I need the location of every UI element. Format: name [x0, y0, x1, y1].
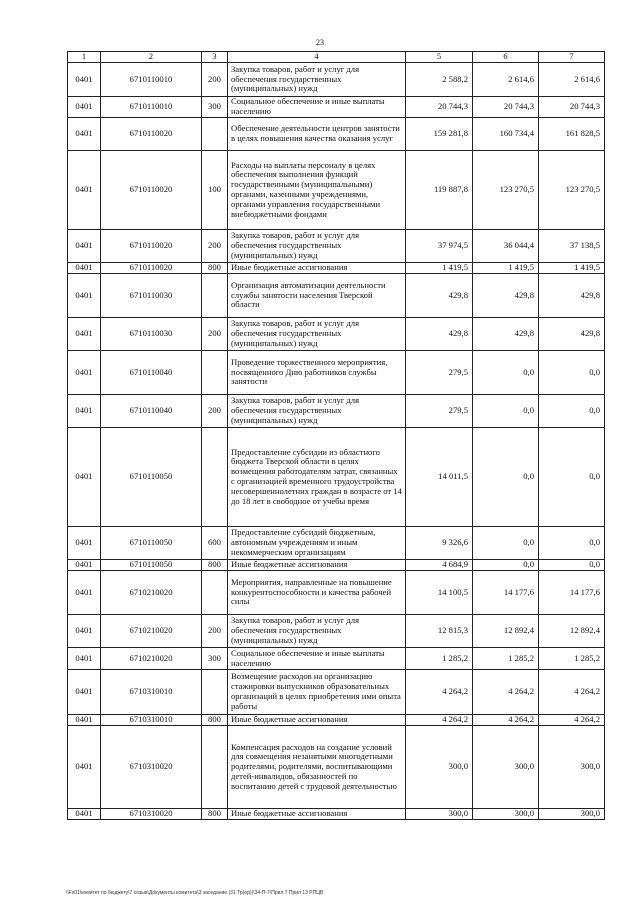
cell-target-article: 6710110020 [101, 151, 202, 230]
cell-target-article: 6710110040 [101, 351, 202, 395]
cell-target-article: 6710110020 [101, 263, 202, 274]
cell-expense-type [202, 571, 228, 615]
cell-target-article: 6710210020 [101, 571, 202, 615]
cell-amount-year-1: 279,5 [406, 351, 473, 395]
cell-amount-year-2: 300,0 [473, 726, 539, 809]
header-row [68, 52, 605, 63]
table-row [68, 318, 605, 351]
cell-amount-year-3: 0,0 [539, 351, 605, 395]
cell-expense-type: 200 [202, 63, 228, 97]
cell-description: Закупка товаров, работ и услуг для обеспечения государственных (муниципальных) нужд [228, 615, 406, 648]
cell-target-article: 6710110010 [101, 97, 202, 118]
cell-expense-type: 300 [202, 648, 228, 670]
cell-amount-year-1: 37 974,5 [406, 230, 473, 263]
cell-expense-type: 800 [202, 263, 228, 274]
table-row [68, 527, 605, 560]
cell-section-code: 0401 [68, 97, 101, 118]
cell-amount-year-1: 12 815,3 [406, 615, 473, 648]
table-body [68, 63, 605, 820]
cell-amount-year-3: 2 614,6 [539, 63, 605, 97]
header-col-1: 1 [68, 52, 101, 63]
cell-amount-year-2: 12 892,4 [473, 615, 539, 648]
cell-description: Предоставление субсидии из областного бюджета Тверской области в целях возмещения работодателям затрат, связанных с организацией временного трудоустройства несовершеннолетних граждан в возрасте от 14 до 18 лет в свободное от учебы время [228, 428, 406, 527]
cell-amount-year-2: 160 734,4 [473, 118, 539, 151]
cell-amount-year-3: 429,8 [539, 274, 605, 318]
cell-amount-year-3: 0,0 [539, 428, 605, 527]
cell-amount-year-2: 4 264,2 [473, 715, 539, 726]
cell-amount-year-1: 1 419,5 [406, 263, 473, 274]
cell-amount-year-2: 36 044,4 [473, 230, 539, 263]
table-row [68, 274, 605, 318]
cell-description: Предоставление субсидий бюджетным, автономным учреждениям и иным некоммерческим организациям [228, 527, 406, 560]
cell-amount-year-1: 300,0 [406, 726, 473, 809]
cell-amount-year-3: 0,0 [539, 560, 605, 571]
cell-expense-type [202, 351, 228, 395]
cell-amount-year-2: 1 285,2 [473, 648, 539, 670]
cell-target-article: 6710110040 [101, 395, 202, 428]
cell-amount-year-2: 123 270,5 [473, 151, 539, 230]
cell-amount-year-1: 159 281,8 [406, 118, 473, 151]
budget-table [67, 51, 605, 820]
table-row [68, 715, 605, 726]
cell-expense-type: 200 [202, 615, 228, 648]
cell-amount-year-2: 2 614,6 [473, 63, 539, 97]
cell-target-article: 6710310020 [101, 809, 202, 820]
table-row [68, 670, 605, 715]
cell-amount-year-3: 20 744,3 [539, 97, 605, 118]
header-col-4: 4 [228, 52, 406, 63]
cell-amount-year-2: 1 419,5 [473, 263, 539, 274]
cell-section-code: 0401 [68, 648, 101, 670]
cell-section-code: 0401 [68, 63, 101, 97]
cell-description: Закупка товаров, работ и услуг для обеспечения государственных (муниципальных) нужд [228, 395, 406, 428]
cell-description: Закупка товаров, работ и услуг для обеспечения государственных (муниципальных) нужд [228, 318, 406, 351]
cell-description: Обеспечение деятельности центров занятости в целях повышения качества оказания услуг [228, 118, 406, 151]
cell-expense-type: 200 [202, 230, 228, 263]
cell-amount-year-1: 4 684,9 [406, 560, 473, 571]
cell-amount-year-2: 300,0 [473, 809, 539, 820]
cell-amount-year-3: 429,8 [539, 318, 605, 351]
header-col-3: 3 [202, 52, 228, 63]
table-row [68, 726, 605, 809]
cell-target-article: 6710110050 [101, 527, 202, 560]
cell-section-code: 0401 [68, 230, 101, 263]
cell-description: Проведение торжественного мероприятия, посвященного Дню работников службы занятости [228, 351, 406, 395]
cell-target-article: 6710110050 [101, 560, 202, 571]
cell-target-article: 6710310020 [101, 726, 202, 809]
cell-amount-year-3: 4 264,2 [539, 715, 605, 726]
cell-section-code: 0401 [68, 615, 101, 648]
cell-target-article: 6710110050 [101, 428, 202, 527]
cell-amount-year-1: 429,8 [406, 318, 473, 351]
cell-amount-year-1: 2 588,2 [406, 63, 473, 97]
cell-amount-year-1: 4 264,2 [406, 670, 473, 715]
cell-target-article: 6710110030 [101, 318, 202, 351]
cell-section-code: 0401 [68, 571, 101, 615]
cell-target-article: 6710210020 [101, 615, 202, 648]
cell-target-article: 6710110020 [101, 118, 202, 151]
cell-amount-year-3: 0,0 [539, 395, 605, 428]
cell-amount-year-1: 300,0 [406, 809, 473, 820]
cell-amount-year-3: 14 177,6 [539, 571, 605, 615]
table-row [68, 63, 605, 97]
table-row [68, 428, 605, 527]
cell-description: Иные бюджетные ассигнования [228, 560, 406, 571]
cell-section-code: 0401 [68, 118, 101, 151]
header-col-7: 7 [539, 52, 605, 63]
cell-amount-year-1: 119 887,8 [406, 151, 473, 230]
cell-amount-year-3: 12 892,4 [539, 615, 605, 648]
cell-section-code: 0401 [68, 809, 101, 820]
table-row [68, 230, 605, 263]
cell-amount-year-1: 14 100,5 [406, 571, 473, 615]
cell-expense-type [202, 670, 228, 715]
table-row [68, 648, 605, 670]
cell-amount-year-2: 0,0 [473, 351, 539, 395]
cell-amount-year-2: 14 177,6 [473, 571, 539, 615]
table-row [68, 809, 605, 820]
cell-amount-year-3: 37 138,5 [539, 230, 605, 263]
cell-expense-type [202, 274, 228, 318]
cell-amount-year-3: 4 264,2 [539, 670, 605, 715]
table-row [68, 395, 605, 428]
cell-target-article: 6710110030 [101, 274, 202, 318]
cell-target-article: 6710310010 [101, 715, 202, 726]
cell-description: Организация автоматизации деятельности службы занятости населения Тверской области [228, 274, 406, 318]
cell-amount-year-3: 161 828,5 [539, 118, 605, 151]
header-col-5: 5 [406, 52, 473, 63]
cell-amount-year-3: 1 285,2 [539, 648, 605, 670]
header-col-2: 2 [101, 52, 202, 63]
cell-expense-type: 800 [202, 560, 228, 571]
cell-section-code: 0401 [68, 527, 101, 560]
cell-amount-year-3: 123 270,5 [539, 151, 605, 230]
cell-section-code: 0401 [68, 428, 101, 527]
cell-amount-year-2: 0,0 [473, 527, 539, 560]
cell-amount-year-1: 9 326,6 [406, 527, 473, 560]
table-row [68, 560, 605, 571]
footer-file-path: \\Fs01\комитет по бюджету\7 созыв\Документы комитета\3 заседание (31 Тр(ер))\34-П-7\Прил 7 Прил 13 РПЦВ [66, 890, 324, 896]
cell-section-code: 0401 [68, 351, 101, 395]
cell-expense-type [202, 726, 228, 809]
cell-section-code: 0401 [68, 318, 101, 351]
cell-section-code: 0401 [68, 274, 101, 318]
table-row [68, 263, 605, 274]
cell-amount-year-3: 300,0 [539, 809, 605, 820]
cell-description: Возмещение расходов на организацию стажировки выпускников образовательных организаций в целях приобретения ими опыта работы [228, 670, 406, 715]
cell-description: Компенсация расходов на создание условий для совмещения незанятыми многодетными родителями, родителями, воспитывающими детей-инвалидов, обязанностей по воспитанию детей с трудовой деятельностью [228, 726, 406, 809]
cell-description: Иные бюджетные ассигнования [228, 809, 406, 820]
cell-target-article: 6710210020 [101, 648, 202, 670]
cell-amount-year-2: 0,0 [473, 560, 539, 571]
cell-description: Иные бюджетные ассигнования [228, 263, 406, 274]
cell-amount-year-1: 1 285,2 [406, 648, 473, 670]
cell-section-code: 0401 [68, 263, 101, 274]
cell-description: Закупка товаров, работ и услуг для обеспечения государственных (муниципальных) нужд [228, 230, 406, 263]
cell-expense-type: 200 [202, 318, 228, 351]
page-number: 23 [316, 38, 324, 47]
cell-amount-year-3: 300,0 [539, 726, 605, 809]
cell-amount-year-2: 429,8 [473, 318, 539, 351]
table-row [68, 151, 605, 230]
cell-section-code: 0401 [68, 395, 101, 428]
cell-expense-type: 800 [202, 715, 228, 726]
cell-description: Закупка товаров, работ и услуг для обеспечения государственных (муниципальных) нужд [228, 63, 406, 97]
cell-amount-year-2: 429,8 [473, 274, 539, 318]
table-row [68, 351, 605, 395]
cell-section-code: 0401 [68, 151, 101, 230]
cell-expense-type: 100 [202, 151, 228, 230]
header-col-6: 6 [473, 52, 539, 63]
cell-expense-type: 600 [202, 527, 228, 560]
cell-expense-type: 300 [202, 97, 228, 118]
cell-amount-year-1: 14 011,5 [406, 428, 473, 527]
cell-description: Иные бюджетные ассигнования [228, 715, 406, 726]
cell-amount-year-1: 4 264,2 [406, 715, 473, 726]
cell-target-article: 6710310010 [101, 670, 202, 715]
cell-description: Мероприятия, направленные на повышение конкурентоспособности и качества рабочей силы [228, 571, 406, 615]
cell-target-article: 6710110010 [101, 63, 202, 97]
cell-amount-year-2: 0,0 [473, 395, 539, 428]
cell-expense-type: 800 [202, 809, 228, 820]
cell-amount-year-3: 1 419,5 [539, 263, 605, 274]
cell-amount-year-1: 279,5 [406, 395, 473, 428]
cell-target-article: 6710110020 [101, 230, 202, 263]
cell-section-code: 0401 [68, 560, 101, 571]
cell-description: Социальное обеспечение и иные выплаты населению [228, 648, 406, 670]
cell-expense-type: 200 [202, 395, 228, 428]
cell-description: Расходы на выплаты персоналу в целях обеспечения выполнения функций государственными (муниципальными) органами, казенными учреждениями, органами управления государственными внебюджетными фондами [228, 151, 406, 230]
cell-amount-year-3: 0,0 [539, 527, 605, 560]
cell-expense-type [202, 428, 228, 527]
cell-expense-type [202, 118, 228, 151]
cell-amount-year-2: 4 264,2 [473, 670, 539, 715]
cell-section-code: 0401 [68, 670, 101, 715]
cell-amount-year-2: 20 744,3 [473, 97, 539, 118]
cell-amount-year-1: 429,8 [406, 274, 473, 318]
table-row [68, 571, 605, 615]
cell-description: Социальное обеспечение и иные выплаты населению [228, 97, 406, 118]
table-row [68, 118, 605, 151]
cell-section-code: 0401 [68, 715, 101, 726]
table-row [68, 615, 605, 648]
cell-amount-year-2: 0,0 [473, 428, 539, 527]
table-row [68, 97, 605, 118]
cell-amount-year-1: 20 744,3 [406, 97, 473, 118]
cell-section-code: 0401 [68, 726, 101, 809]
